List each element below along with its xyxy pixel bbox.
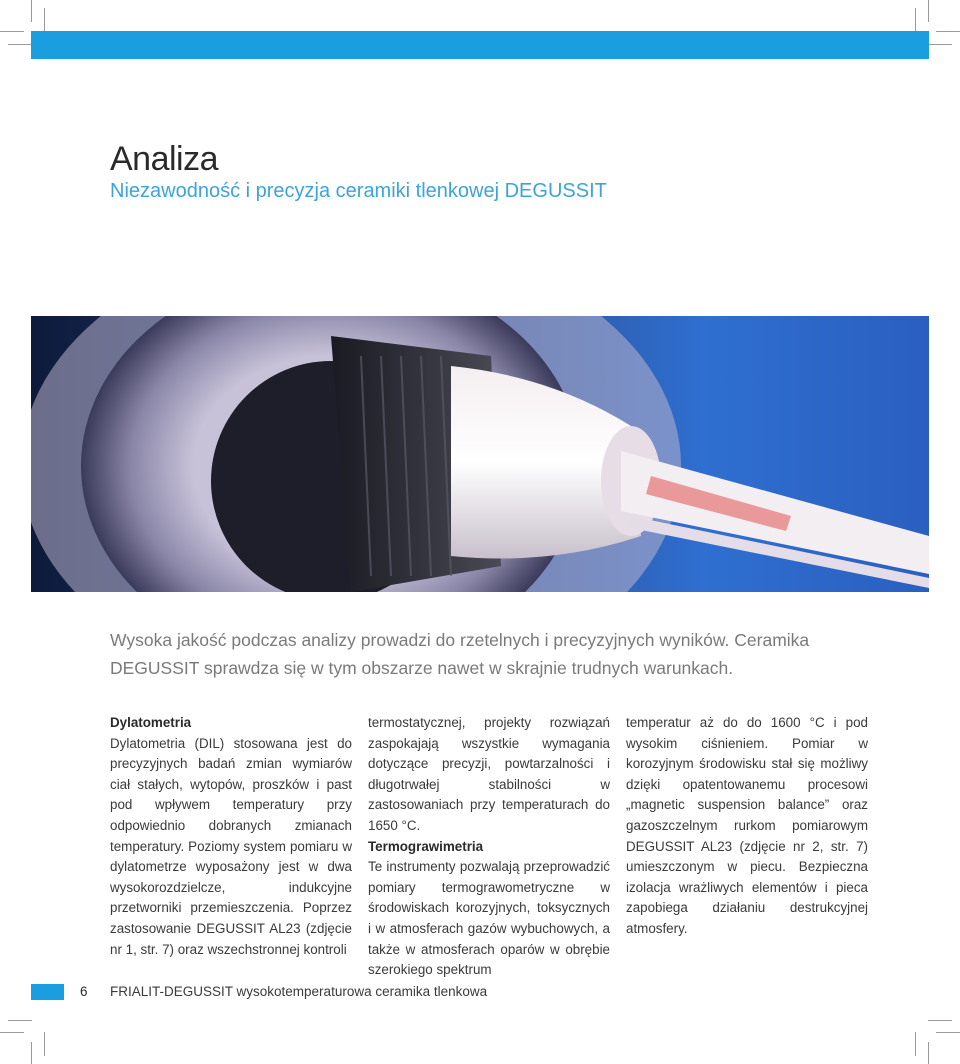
text-column-2 <box>368 713 610 981</box>
section-heading-thermogravimetry: Termograwimetria <box>368 838 484 854</box>
page-number: 6 <box>80 984 88 999</box>
paragraph: Te instrumenty pozwalają przeprowadzić pomiary termograwometryczne w środowiskach korozyjnych, toksycznych i w atmosferach gazów wybuchowych, a także w atmosferach oparów w obrębie szerokiego spektrum <box>368 859 610 978</box>
crop-mark <box>928 0 929 22</box>
paragraph: termostatycznej, projekty rozwiązań zaspokajają wszystkie wymagania dotyczące precyzji, powtarzalności i długotrwałej stabilności w zastosowaniach przy temperaturach do 1650 °C. <box>368 715 610 833</box>
crop-mark <box>31 0 32 22</box>
paragraph: temperatur aż do do 1600 °C i pod wysokim ciśnieniem. Pomiar w korozyjnym środowisku stał się możliwy dzięki opatentowanemu procesowi „magnetic suspension balance” oraz gazoszczelnym rurkom pomiarowym DEGUSSIT AL23 (zdjęcie nr 2, str. 7) umieszczonym w piecu. Bezpieczna izolacja wrażliwych elementów i pieca zapobiega działaniu destrukcyjnej atmosfery. <box>626 715 868 936</box>
crop-mark <box>936 1032 960 1033</box>
crop-mark <box>31 1042 32 1064</box>
lab-equipment-photo <box>31 316 929 592</box>
crop-mark <box>0 1032 24 1033</box>
header-color-bar <box>31 31 929 59</box>
crop-mark <box>8 1020 32 1021</box>
crop-mark <box>915 1032 916 1056</box>
page-title: Analiza <box>110 140 219 178</box>
crop-mark <box>915 8 916 32</box>
crop-mark <box>928 1020 952 1021</box>
intro-paragraph: Wysoka jakość podczas analizy prowadzi do rzetelnych i precyzyjnych wyników. Ceramika DEGUSSIT sprawdza się w tym obszarze nawet w skrajnie trudnych warunkach. <box>110 630 810 678</box>
footer-color-box <box>31 984 64 1000</box>
crop-mark <box>44 8 45 32</box>
crop-mark <box>928 1042 929 1064</box>
text-column-1 <box>110 713 352 960</box>
footer-text: FRIALIT-DEGUSSIT wysokotemperaturowa ceramika tlenkowa <box>110 984 488 999</box>
crop-mark <box>8 44 32 45</box>
crop-mark <box>928 44 952 45</box>
section-heading-dilatometry: Dylatometria <box>110 715 192 730</box>
crop-mark <box>936 31 960 32</box>
page-subtitle: Niezawodność i precyzja ceramiki tlenkowej DEGUSSIT <box>110 180 607 202</box>
crop-mark <box>44 1032 45 1056</box>
paragraph: Dylatometria (DIL) stosowana jest do precyzyjnych badań zmian wymiarów ciał stałych, wytopów, proszków i past pod wpływem temperatury przy odpowiednio dobranych zmianach temperatury. Poziomy system pomiaru w dylatometrze wyposażony jest w dwa wysokorozdzielcze, indukcyjne przetworniki przemieszczenia. Poprzez zastosowanie DEGUSSIT AL23 (zdjęcie nr 1, str. 7) oraz wszechstronnej kontroli <box>110 735 352 957</box>
crop-mark <box>0 31 24 32</box>
text-column-3 <box>626 713 868 940</box>
